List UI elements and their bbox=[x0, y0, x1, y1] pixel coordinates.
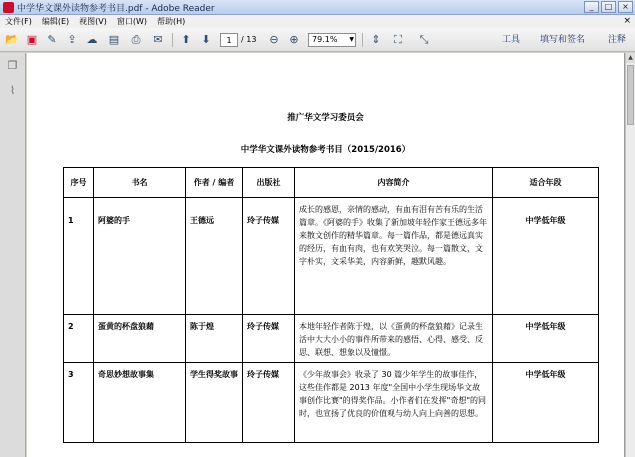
next-page-icon[interactable]: ⬇ bbox=[201, 33, 211, 46]
row-publisher: 玲子传媒 bbox=[243, 315, 295, 363]
document-viewer[interactable] bbox=[27, 53, 625, 457]
row-title: 奇思妙想故事集 bbox=[94, 363, 186, 443]
pdf-app-icon bbox=[3, 2, 14, 13]
fit-width-icon[interactable]: ⛶ bbox=[394, 33, 402, 46]
navigation-pane bbox=[0, 53, 26, 457]
menu-window[interactable]: 窗口(W) bbox=[116, 17, 148, 26]
scroll-up-icon[interactable]: ▲ bbox=[626, 53, 635, 63]
create-pdf-icon[interactable]: ▣ bbox=[26, 33, 38, 46]
document-organization: 推广华文学习委员会 bbox=[287, 113, 364, 123]
header-intro: 内容简介 bbox=[295, 168, 493, 198]
cloud-icon[interactable]: ☁ bbox=[86, 33, 98, 46]
minimize-button[interactable]: _ bbox=[584, 1, 599, 13]
menu-view[interactable]: 视图(V) bbox=[79, 17, 107, 26]
open-icon[interactable]: 📂 bbox=[5, 33, 19, 46]
row-level: 中学低年级 bbox=[493, 315, 599, 363]
toolbar-separator bbox=[172, 33, 173, 47]
vertical-scrollbar[interactable] bbox=[625, 53, 635, 457]
header-author: 作者 / 编者 bbox=[186, 168, 243, 198]
row-no: 3 bbox=[64, 363, 94, 443]
attachments-icon[interactable]: ⌇ bbox=[9, 84, 16, 97]
row-title: 阿婆的手 bbox=[94, 198, 186, 315]
save-icon[interactable]: ▤ bbox=[108, 33, 120, 46]
row-publisher: 玲子传媒 bbox=[243, 198, 295, 315]
window-title: 中学华文课外读物参考书目.pdf - Adobe Reader bbox=[17, 3, 215, 14]
print-icon[interactable]: ⎙ bbox=[131, 33, 141, 46]
pages-icon[interactable]: ❐ bbox=[7, 59, 18, 72]
row-no: 1 bbox=[64, 198, 94, 315]
main-toolbar bbox=[0, 28, 635, 52]
header-level: 适合年段 bbox=[493, 168, 599, 198]
toolbar-separator bbox=[362, 33, 363, 47]
fill-sign-button[interactable]: 填写和签名 bbox=[540, 35, 586, 45]
row-intro: 《少年故事会》收录了 30 篇少年学生的故事佳作，这些佳作都是 2013 年度"全国中小学生现场华文故事创作比赛"的得奖作品。小作者们在发挥"奇想"的同时，也宣扬了优良的价值观与幼人向上向善的思想。 bbox=[295, 363, 493, 443]
comment-button[interactable]: 注释 bbox=[608, 35, 627, 45]
close-button[interactable]: × bbox=[618, 1, 633, 13]
book-list-table bbox=[63, 167, 599, 443]
row-no: 2 bbox=[64, 315, 94, 363]
menu-help[interactable]: 帮助(H) bbox=[157, 17, 186, 26]
title-bar bbox=[0, 0, 635, 15]
row-level: 中学低年级 bbox=[493, 198, 599, 315]
table-header-row bbox=[64, 168, 599, 198]
tools-button[interactable]: 工具 bbox=[502, 35, 521, 45]
table-row bbox=[64, 315, 599, 363]
page-number-input[interactable] bbox=[220, 33, 238, 47]
chevron-down-icon: ▼ bbox=[349, 36, 354, 43]
menu-file[interactable]: 文件(F) bbox=[5, 17, 32, 26]
row-intro: 成长的感恩，亲情的感动，有血有泪有苦有乐的生活篇章。《阿婆的手》收集了新加坡年轻作家王德远多年来散文创作的精华篇章。每一篇作品，都是德远真实的经历，有血有肉，也有欢笑哭泣。每一篇散文，文字朴实，文采华美，内容新鲜，趣默风趣。 bbox=[295, 198, 493, 315]
fit-page-icon[interactable]: ⇕ bbox=[371, 33, 381, 46]
row-publisher: 玲子传媒 bbox=[243, 363, 295, 443]
share-icon[interactable]: ⇪ bbox=[67, 33, 77, 46]
maximize-button[interactable]: □ bbox=[601, 1, 616, 13]
zoom-select[interactable] bbox=[308, 33, 356, 47]
pdf-page bbox=[27, 53, 624, 457]
email-icon[interactable]: ✉ bbox=[153, 33, 163, 46]
row-author: 学生得奖故事 bbox=[186, 363, 243, 443]
menu-bar bbox=[0, 15, 635, 28]
header-title: 书名 bbox=[94, 168, 186, 198]
select-tool-icon[interactable]: ⤡ bbox=[419, 33, 429, 46]
prev-page-icon[interactable]: ⬆ bbox=[181, 33, 191, 46]
row-level: 中学低年级 bbox=[493, 363, 599, 443]
row-title: 蛋黄的杯盘狼藉 bbox=[94, 315, 186, 363]
table-row bbox=[64, 198, 599, 315]
header-no: 序号 bbox=[64, 168, 94, 198]
row-intro: 本地年轻作者陈于煌，以《蛋黄的杯盘狼藉》记录生活中大大小小的事件所带来的感悟、心得、感受、反思、联想、想象以及憧憬。 bbox=[295, 315, 493, 363]
zoom-value: 79.1% bbox=[312, 35, 338, 44]
table-row bbox=[64, 363, 599, 443]
zoom-in-icon[interactable]: ⊕ bbox=[289, 33, 299, 46]
document-title: 中学华文课外读物参考书目（2015/2016） bbox=[240, 145, 411, 155]
page-total-label: / 13 bbox=[241, 35, 257, 44]
header-publisher: 出版社 bbox=[243, 168, 295, 198]
row-author: 陈于煌 bbox=[186, 315, 243, 363]
edit-icon[interactable]: ✎ bbox=[47, 33, 57, 46]
document-close-button[interactable]: × bbox=[623, 16, 631, 26]
scroll-thumb[interactable] bbox=[627, 65, 634, 125]
zoom-out-icon[interactable]: ⊖ bbox=[269, 33, 279, 46]
window-controls bbox=[584, 1, 633, 13]
menu-edit[interactable]: 编辑(E) bbox=[41, 17, 70, 26]
row-author: 王德远 bbox=[186, 198, 243, 315]
